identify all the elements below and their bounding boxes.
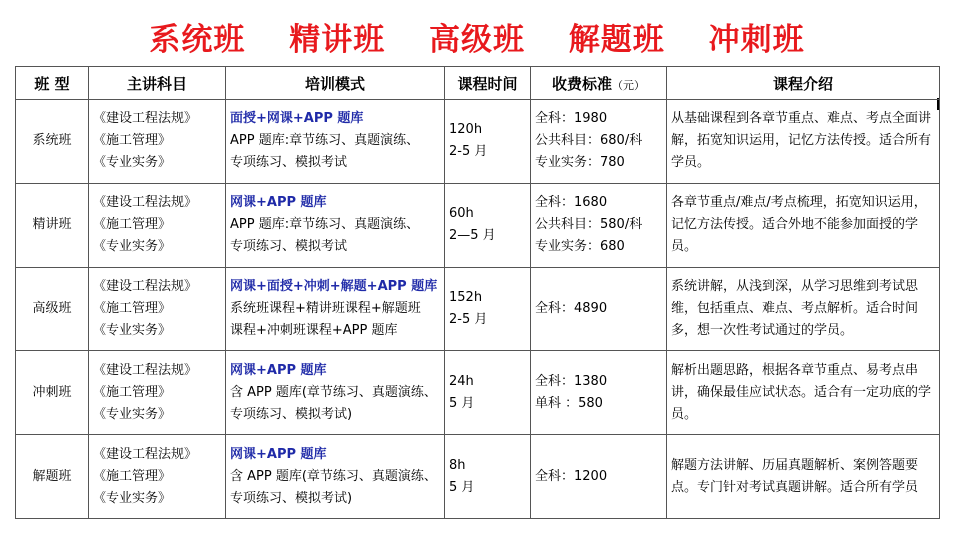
time-cell [445, 183, 531, 267]
mode-line: 专项练习、模拟考试 [230, 239, 348, 255]
fee-line: 全科：1680 [535, 195, 608, 211]
table-row [16, 351, 940, 435]
fee-line: 全科：1380 [535, 373, 608, 389]
subject-line: 《施工管理》 [93, 217, 172, 233]
col-header-subjects: 主讲科目 [89, 67, 226, 100]
subject-line: 《专业实务》 [93, 239, 172, 255]
col-header-time: 课程时间 [445, 67, 531, 100]
fee-line: 专业实务：680 [535, 239, 625, 255]
col-header-type: 班 型 [16, 67, 89, 100]
subjects-cell [89, 100, 226, 184]
time-cell [445, 100, 531, 184]
subjects-cell [89, 267, 226, 351]
subject-line: 《专业实务》 [93, 490, 172, 506]
time-cell [445, 435, 531, 519]
subject-line: 《建设工程法规》 [93, 362, 198, 378]
subject-line: 《专业实务》 [93, 322, 172, 338]
mode-cell [226, 435, 445, 519]
col-header-mode: 培训模式 [226, 67, 445, 100]
time-line: 152h [449, 289, 483, 305]
mode-line: 含 APP 题库(章节练习、真题演练、 [230, 384, 437, 400]
mode-line: 课程+冲刺班课程+APP 题库 [230, 322, 398, 338]
title-intensive: 精讲班 [289, 22, 386, 58]
table-row [16, 267, 940, 351]
class-type-cell: 高级班 [16, 267, 89, 351]
time-line: 2-5 月 [449, 311, 488, 327]
page-title [0, 14, 954, 59]
subject-line: 《建设工程法规》 [93, 446, 198, 462]
col-header-fee-label: 收费标准 [551, 74, 612, 93]
fee-line: 公共科目：680/科 [535, 133, 643, 149]
fee-line: 公共科目：580/科 [535, 217, 643, 233]
intro-cell: 解题方法讲解、历届真题解析、案例答题要点。专门针对考试真题讲解。适合所有学员 [667, 435, 940, 519]
time-cell [445, 267, 531, 351]
fee-cell [531, 351, 667, 435]
time-line: 120h [449, 122, 483, 138]
time-line: 5 月 [449, 479, 475, 495]
time-line: 24h [449, 373, 474, 389]
col-header-fee-unit: （元） [612, 78, 645, 92]
subject-line: 《施工管理》 [93, 133, 172, 149]
col-header-fee [531, 67, 667, 100]
time-cell [445, 351, 531, 435]
mode-cell [226, 267, 445, 351]
fee-cell [531, 435, 667, 519]
fee-line: 全科：1200 [535, 468, 608, 484]
mode-cell [226, 183, 445, 267]
mode-title: 网课+APP 题库 [230, 446, 327, 462]
mode-line: 专项练习、模拟考试) [230, 490, 353, 506]
fee-cell [531, 100, 667, 184]
title-advanced: 高级班 [429, 22, 525, 58]
mode-line: APP 题库:章节练习、真题演练、 [230, 217, 420, 233]
subject-line: 《施工管理》 [93, 384, 172, 400]
class-type-cell: 冲刺班 [16, 351, 89, 435]
subject-line: 《专业实务》 [93, 406, 172, 422]
subjects-cell [89, 183, 226, 267]
time-line: 5 月 [449, 395, 475, 411]
subject-line: 《专业实务》 [93, 155, 172, 171]
intro-cell: 从基础课程到各章节重点、难点、考点全面讲解，拓宽知识运用，记忆方法传授。适合所有学员。 [667, 100, 940, 184]
title-solving: 解题班 [568, 22, 665, 58]
table-row [16, 435, 940, 519]
fee-line: 全科：4890 [535, 300, 608, 316]
subjects-cell [89, 351, 226, 435]
intro-cell: 解析出题思路，根据各章节重点、易考点串讲，确保最佳应试状态。适合有一定功底的学员。 [667, 351, 940, 435]
mode-line: 专项练习、模拟考试) [230, 406, 353, 422]
course-table [15, 66, 940, 519]
intro-cell: 各章节重点/难点/考点梳理，拓宽知识运用，记忆方法传授。适合外地不能参加面授的学员。 [667, 183, 940, 267]
time-line: 2—5 月 [449, 228, 496, 244]
table-row [16, 100, 940, 184]
mode-title: 网课+面授+冲刺+解题+APP 题库 [230, 278, 438, 294]
subject-line: 《施工管理》 [93, 468, 172, 484]
time-line: 8h [449, 457, 466, 473]
subjects-cell [89, 435, 226, 519]
class-type-cell: 系统班 [16, 100, 89, 184]
mode-title: 网课+APP 题库 [230, 362, 327, 378]
table-row [16, 183, 940, 267]
mode-cell [226, 351, 445, 435]
mode-line: 系统班课程+精讲班课程+解题班 [230, 300, 421, 316]
time-line: 2-5 月 [449, 144, 488, 160]
subject-line: 《建设工程法规》 [93, 195, 198, 211]
mode-line: 专项练习、模拟考试 [230, 155, 348, 171]
fee-line: 全科：1980 [535, 111, 608, 127]
fee-cell [531, 183, 667, 267]
mode-line: APP 题库:章节练习、真题演练、 [230, 133, 420, 149]
mode-title: 网课+APP 题库 [230, 195, 327, 211]
col-header-intro: 课程介绍 [667, 67, 940, 100]
mode-title: 面授+网课+APP 题库 [230, 111, 364, 127]
class-type-cell: 解题班 [16, 435, 89, 519]
fee-line: 单科 ：580 [535, 395, 603, 411]
subject-line: 《建设工程法规》 [93, 111, 198, 127]
time-line: 60h [449, 206, 474, 222]
subject-line: 《建设工程法规》 [93, 278, 198, 294]
title-sprint: 冲刺班 [708, 22, 805, 58]
class-type-cell: 精讲班 [16, 183, 89, 267]
mode-line: 含 APP 题库(章节练习、真题演练、 [230, 468, 437, 484]
fee-line: 专业实务：780 [535, 155, 625, 171]
title-system: 系统班 [149, 22, 246, 58]
subject-line: 《施工管理》 [93, 300, 172, 316]
mode-cell [226, 100, 445, 184]
fee-cell [531, 267, 667, 351]
intro-cell: 系统讲解，从浅到深，从学习思维到考试思维，包括重点、难点、考点解析。适合时间多，想一次性考试通过的学员。 [667, 267, 940, 351]
table-header-row [16, 67, 940, 100]
